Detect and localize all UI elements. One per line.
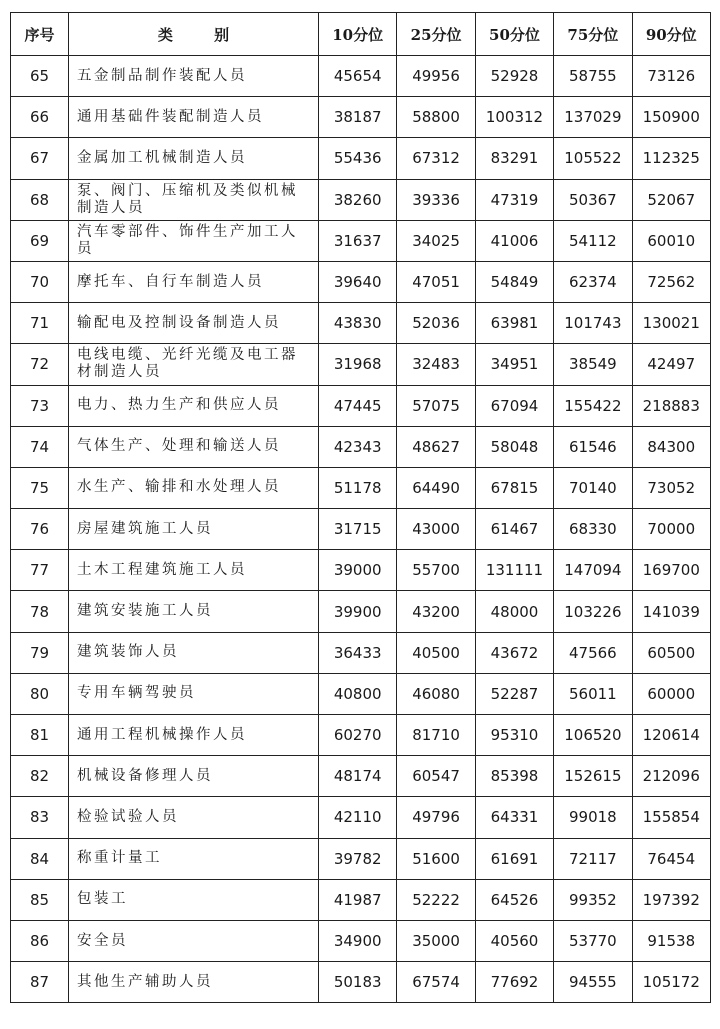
row-number: 68 (11, 179, 69, 220)
header-p90: 90分位 (632, 13, 710, 56)
cell-p50: 100312 (475, 97, 553, 138)
cell-p10: 38260 (319, 179, 397, 220)
row-category: 电线电缆、光纤光缆及电工器材制造人员 (69, 344, 319, 385)
cell-p75: 155422 (554, 385, 632, 426)
cell-p75: 56011 (554, 673, 632, 714)
cell-p75: 70140 (554, 467, 632, 508)
header-p10: 10分位 (319, 13, 397, 56)
table-header-row (11, 13, 711, 56)
cell-p10: 31715 (319, 509, 397, 550)
cell-p25: 47051 (397, 261, 475, 302)
wage-percentile-table (10, 12, 711, 1003)
row-number: 84 (11, 838, 69, 879)
cell-p90: 52067 (632, 179, 710, 220)
cell-p10: 40800 (319, 673, 397, 714)
table-row (11, 220, 711, 261)
cell-p10: 36433 (319, 632, 397, 673)
row-category: 其他生产辅助人员 (69, 962, 319, 1003)
cell-p10: 42343 (319, 426, 397, 467)
cell-p75: 50367 (554, 179, 632, 220)
cell-p75: 58755 (554, 56, 632, 97)
cell-p50: 67815 (475, 467, 553, 508)
cell-p25: 39336 (397, 179, 475, 220)
row-number: 79 (11, 632, 69, 673)
table-row (11, 303, 711, 344)
cell-p90: 72562 (632, 261, 710, 302)
cell-p50: 54849 (475, 261, 553, 302)
table-row (11, 879, 711, 920)
cell-p90: 91538 (632, 920, 710, 961)
row-number: 67 (11, 138, 69, 179)
cell-p50: 64526 (475, 879, 553, 920)
row-number: 74 (11, 426, 69, 467)
row-category: 电力、热力生产和供应人员 (69, 385, 319, 426)
cell-p75: 62374 (554, 261, 632, 302)
table-row (11, 138, 711, 179)
cell-p90: 155854 (632, 797, 710, 838)
cell-p90: 197392 (632, 879, 710, 920)
row-number: 86 (11, 920, 69, 961)
cell-p25: 64490 (397, 467, 475, 508)
cell-p90: 120614 (632, 715, 710, 756)
table-row (11, 509, 711, 550)
cell-p10: 41987 (319, 879, 397, 920)
cell-p90: 105172 (632, 962, 710, 1003)
header-p75: 75分位 (554, 13, 632, 56)
row-category: 水生产、输排和水处理人员 (69, 467, 319, 508)
cell-p50: 40560 (475, 920, 553, 961)
cell-p25: 81710 (397, 715, 475, 756)
cell-p25: 49796 (397, 797, 475, 838)
cell-p90: 218883 (632, 385, 710, 426)
document-page (10, 12, 710, 1018)
cell-p50: 52928 (475, 56, 553, 97)
table-row (11, 426, 711, 467)
row-category: 机械设备修理人员 (69, 756, 319, 797)
cell-p25: 51600 (397, 838, 475, 879)
cell-p50: 34951 (475, 344, 553, 385)
cell-p50: 64331 (475, 797, 553, 838)
cell-p10: 50183 (319, 962, 397, 1003)
row-number: 78 (11, 591, 69, 632)
cell-p50: 61467 (475, 509, 553, 550)
cell-p10: 39640 (319, 261, 397, 302)
cell-p10: 47445 (319, 385, 397, 426)
cell-p25: 67312 (397, 138, 475, 179)
cell-p10: 39000 (319, 550, 397, 591)
cell-p50: 63981 (475, 303, 553, 344)
header-no: 序号 (11, 13, 69, 56)
cell-p90: 73126 (632, 56, 710, 97)
table-row (11, 962, 711, 1003)
table-row (11, 179, 711, 220)
cell-p90: 42497 (632, 344, 710, 385)
cell-p50: 61691 (475, 838, 553, 879)
row-number: 85 (11, 879, 69, 920)
header-category: 类 别 (69, 13, 319, 56)
cell-p75: 103226 (554, 591, 632, 632)
cell-p25: 52222 (397, 879, 475, 920)
cell-p10: 31637 (319, 220, 397, 261)
cell-p10: 48174 (319, 756, 397, 797)
table-row (11, 838, 711, 879)
cell-p90: 112325 (632, 138, 710, 179)
table-row (11, 715, 711, 756)
cell-p10: 43830 (319, 303, 397, 344)
cell-p90: 150900 (632, 97, 710, 138)
cell-p25: 57075 (397, 385, 475, 426)
table-row (11, 261, 711, 302)
cell-p75: 68330 (554, 509, 632, 550)
row-number: 77 (11, 550, 69, 591)
row-number: 83 (11, 797, 69, 838)
table-body (11, 56, 711, 1003)
table-row (11, 673, 711, 714)
row-category: 建筑装饰人员 (69, 632, 319, 673)
header-p50: 50分位 (475, 13, 553, 56)
row-category: 汽车零部件、饰件生产加工人员 (69, 220, 319, 261)
cell-p10: 42110 (319, 797, 397, 838)
row-number: 80 (11, 673, 69, 714)
cell-p10: 31968 (319, 344, 397, 385)
row-category: 摩托车、自行车制造人员 (69, 261, 319, 302)
cell-p10: 39782 (319, 838, 397, 879)
cell-p75: 47566 (554, 632, 632, 673)
cell-p50: 67094 (475, 385, 553, 426)
table-row (11, 550, 711, 591)
cell-p10: 34900 (319, 920, 397, 961)
cell-p25: 48627 (397, 426, 475, 467)
table-row (11, 97, 711, 138)
cell-p50: 77692 (475, 962, 553, 1003)
cell-p75: 94555 (554, 962, 632, 1003)
row-category: 房屋建筑施工人员 (69, 509, 319, 550)
cell-p10: 51178 (319, 467, 397, 508)
cell-p75: 101743 (554, 303, 632, 344)
cell-p90: 60500 (632, 632, 710, 673)
cell-p25: 58800 (397, 97, 475, 138)
cell-p10: 55436 (319, 138, 397, 179)
row-number: 72 (11, 344, 69, 385)
table-row (11, 385, 711, 426)
cell-p75: 99018 (554, 797, 632, 838)
cell-p90: 141039 (632, 591, 710, 632)
row-category: 气体生产、处理和输送人员 (69, 426, 319, 467)
cell-p10: 39900 (319, 591, 397, 632)
cell-p25: 52036 (397, 303, 475, 344)
row-number: 76 (11, 509, 69, 550)
cell-p90: 76454 (632, 838, 710, 879)
row-category: 五金制品制作装配人员 (69, 56, 319, 97)
cell-p25: 43000 (397, 509, 475, 550)
cell-p75: 137029 (554, 97, 632, 138)
table-row (11, 632, 711, 673)
cell-p25: 55700 (397, 550, 475, 591)
cell-p75: 152615 (554, 756, 632, 797)
cell-p90: 130021 (632, 303, 710, 344)
row-category: 土木工程建筑施工人员 (69, 550, 319, 591)
cell-p25: 67574 (397, 962, 475, 1003)
table-row (11, 797, 711, 838)
cell-p75: 61546 (554, 426, 632, 467)
cell-p90: 70000 (632, 509, 710, 550)
cell-p10: 45654 (319, 56, 397, 97)
row-category: 通用工程机械操作人员 (69, 715, 319, 756)
row-category: 称重计量工 (69, 838, 319, 879)
cell-p50: 48000 (475, 591, 553, 632)
row-number: 75 (11, 467, 69, 508)
table-row (11, 756, 711, 797)
cell-p75: 105522 (554, 138, 632, 179)
cell-p75: 106520 (554, 715, 632, 756)
cell-p50: 85398 (475, 756, 553, 797)
cell-p50: 95310 (475, 715, 553, 756)
row-number: 81 (11, 715, 69, 756)
cell-p25: 49956 (397, 56, 475, 97)
table-row (11, 344, 711, 385)
cell-p25: 32483 (397, 344, 475, 385)
table-row (11, 591, 711, 632)
cell-p25: 43200 (397, 591, 475, 632)
cell-p90: 212096 (632, 756, 710, 797)
cell-p25: 60547 (397, 756, 475, 797)
row-category: 包装工 (69, 879, 319, 920)
header-p25: 25分位 (397, 13, 475, 56)
row-category: 输配电及控制设备制造人员 (69, 303, 319, 344)
row-category: 建筑安装施工人员 (69, 591, 319, 632)
row-category: 专用车辆驾驶员 (69, 673, 319, 714)
cell-p10: 38187 (319, 97, 397, 138)
row-number: 70 (11, 261, 69, 302)
cell-p50: 43672 (475, 632, 553, 673)
cell-p50: 52287 (475, 673, 553, 714)
cell-p10: 60270 (319, 715, 397, 756)
row-number: 87 (11, 962, 69, 1003)
cell-p50: 47319 (475, 179, 553, 220)
cell-p90: 169700 (632, 550, 710, 591)
row-category: 金属加工机械制造人员 (69, 138, 319, 179)
table-row (11, 920, 711, 961)
cell-p25: 46080 (397, 673, 475, 714)
cell-p90: 84300 (632, 426, 710, 467)
cell-p90: 60000 (632, 673, 710, 714)
cell-p75: 53770 (554, 920, 632, 961)
row-category: 检验试验人员 (69, 797, 319, 838)
row-category: 泵、阀门、压缩机及类似机械制造人员 (69, 179, 319, 220)
cell-p75: 38549 (554, 344, 632, 385)
row-number: 65 (11, 56, 69, 97)
row-number: 73 (11, 385, 69, 426)
cell-p75: 147094 (554, 550, 632, 591)
row-number: 82 (11, 756, 69, 797)
row-category: 安全员 (69, 920, 319, 961)
row-category: 通用基础件装配制造人员 (69, 97, 319, 138)
cell-p75: 99352 (554, 879, 632, 920)
cell-p50: 41006 (475, 220, 553, 261)
cell-p50: 83291 (475, 138, 553, 179)
table-row (11, 56, 711, 97)
row-number: 66 (11, 97, 69, 138)
cell-p25: 35000 (397, 920, 475, 961)
cell-p75: 54112 (554, 220, 632, 261)
cell-p90: 60010 (632, 220, 710, 261)
cell-p25: 34025 (397, 220, 475, 261)
cell-p25: 40500 (397, 632, 475, 673)
cell-p75: 72117 (554, 838, 632, 879)
table-row (11, 467, 711, 508)
row-number: 71 (11, 303, 69, 344)
row-number: 69 (11, 220, 69, 261)
cell-p50: 131111 (475, 550, 553, 591)
cell-p90: 73052 (632, 467, 710, 508)
cell-p50: 58048 (475, 426, 553, 467)
